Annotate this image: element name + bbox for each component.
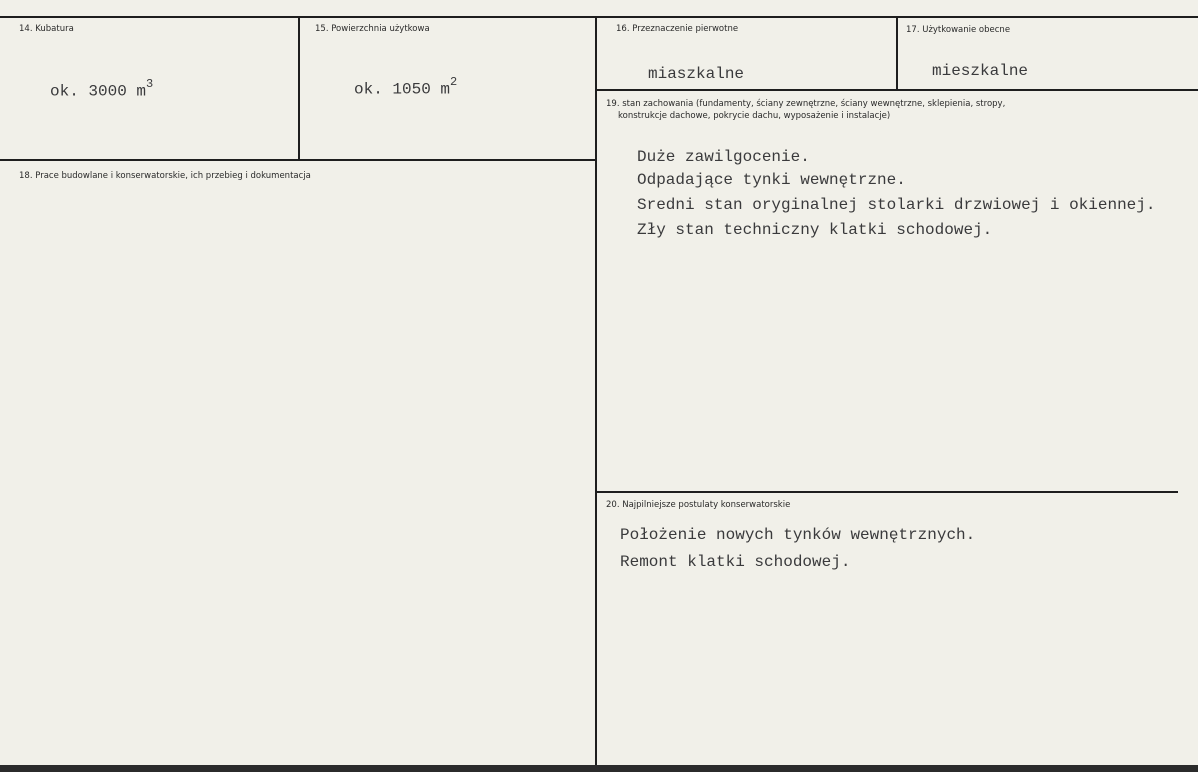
field-19-line-2: Odpadające tynki wewnętrzne. — [637, 171, 906, 189]
field-14-value-text: ok. 3000 m — [50, 82, 147, 101]
divider-16-17 — [896, 16, 898, 90]
field-14-label: 14. Kubatura — [19, 24, 74, 34]
field-20-line-1: Położenie nowych tynków wewnętrznych. — [620, 526, 976, 544]
field-15-unit-exponent: 2 — [450, 75, 458, 89]
field-17-label: 17. Użytkowanie obecne — [906, 25, 1011, 35]
field-14-value — [50, 74, 153, 103]
divider-row-left — [0, 159, 597, 161]
field-19-line-1: Duże zawilgocenie. — [637, 148, 810, 166]
field-19-line-4: Zły stan techniczny klatki schodowej. — [637, 221, 993, 239]
field-17-value: mieszkalne — [932, 62, 1029, 80]
field-19-line-3: Sredni stan oryginalnej stolarki drzwiowej i okiennej. — [637, 196, 1156, 214]
field-15-value — [354, 72, 457, 101]
top-border — [0, 16, 1198, 18]
divider-row-19-20 — [597, 491, 1178, 493]
scan-edge — [0, 765, 1198, 772]
divider-row-16-17 — [597, 89, 1198, 91]
field-14-unit-exponent: 3 — [146, 77, 154, 91]
divider-left-right — [595, 16, 597, 765]
field-19-label-line2: konstrukcje dachowe, pokrycie dachu, wyposażenie i instalacje) — [618, 111, 891, 121]
field-20-label: 20. Najpilniejsze postulaty konserwatorskie — [606, 500, 791, 510]
field-16-value: miaszkalne — [648, 65, 745, 83]
field-15-label: 15. Powierzchnia użytkowa — [315, 24, 430, 34]
field-16-label: 16. Przeznaczenie pierwotne — [616, 24, 739, 34]
field-15-value-text: ok. 1050 m — [354, 80, 451, 99]
field-19-label-line1: 19. stan zachowania (fundamenty, ściany zewnętrzne, ściany wewnętrzne, sklepienia, stropy, — [606, 99, 1006, 109]
field-18-label: 18. Prace budowlane i konserwatorskie, ich przebieg i dokumentacja — [19, 171, 311, 181]
divider-14-15 — [298, 16, 300, 160]
field-20-line-2: Remont klatki schodowej. — [620, 553, 851, 571]
